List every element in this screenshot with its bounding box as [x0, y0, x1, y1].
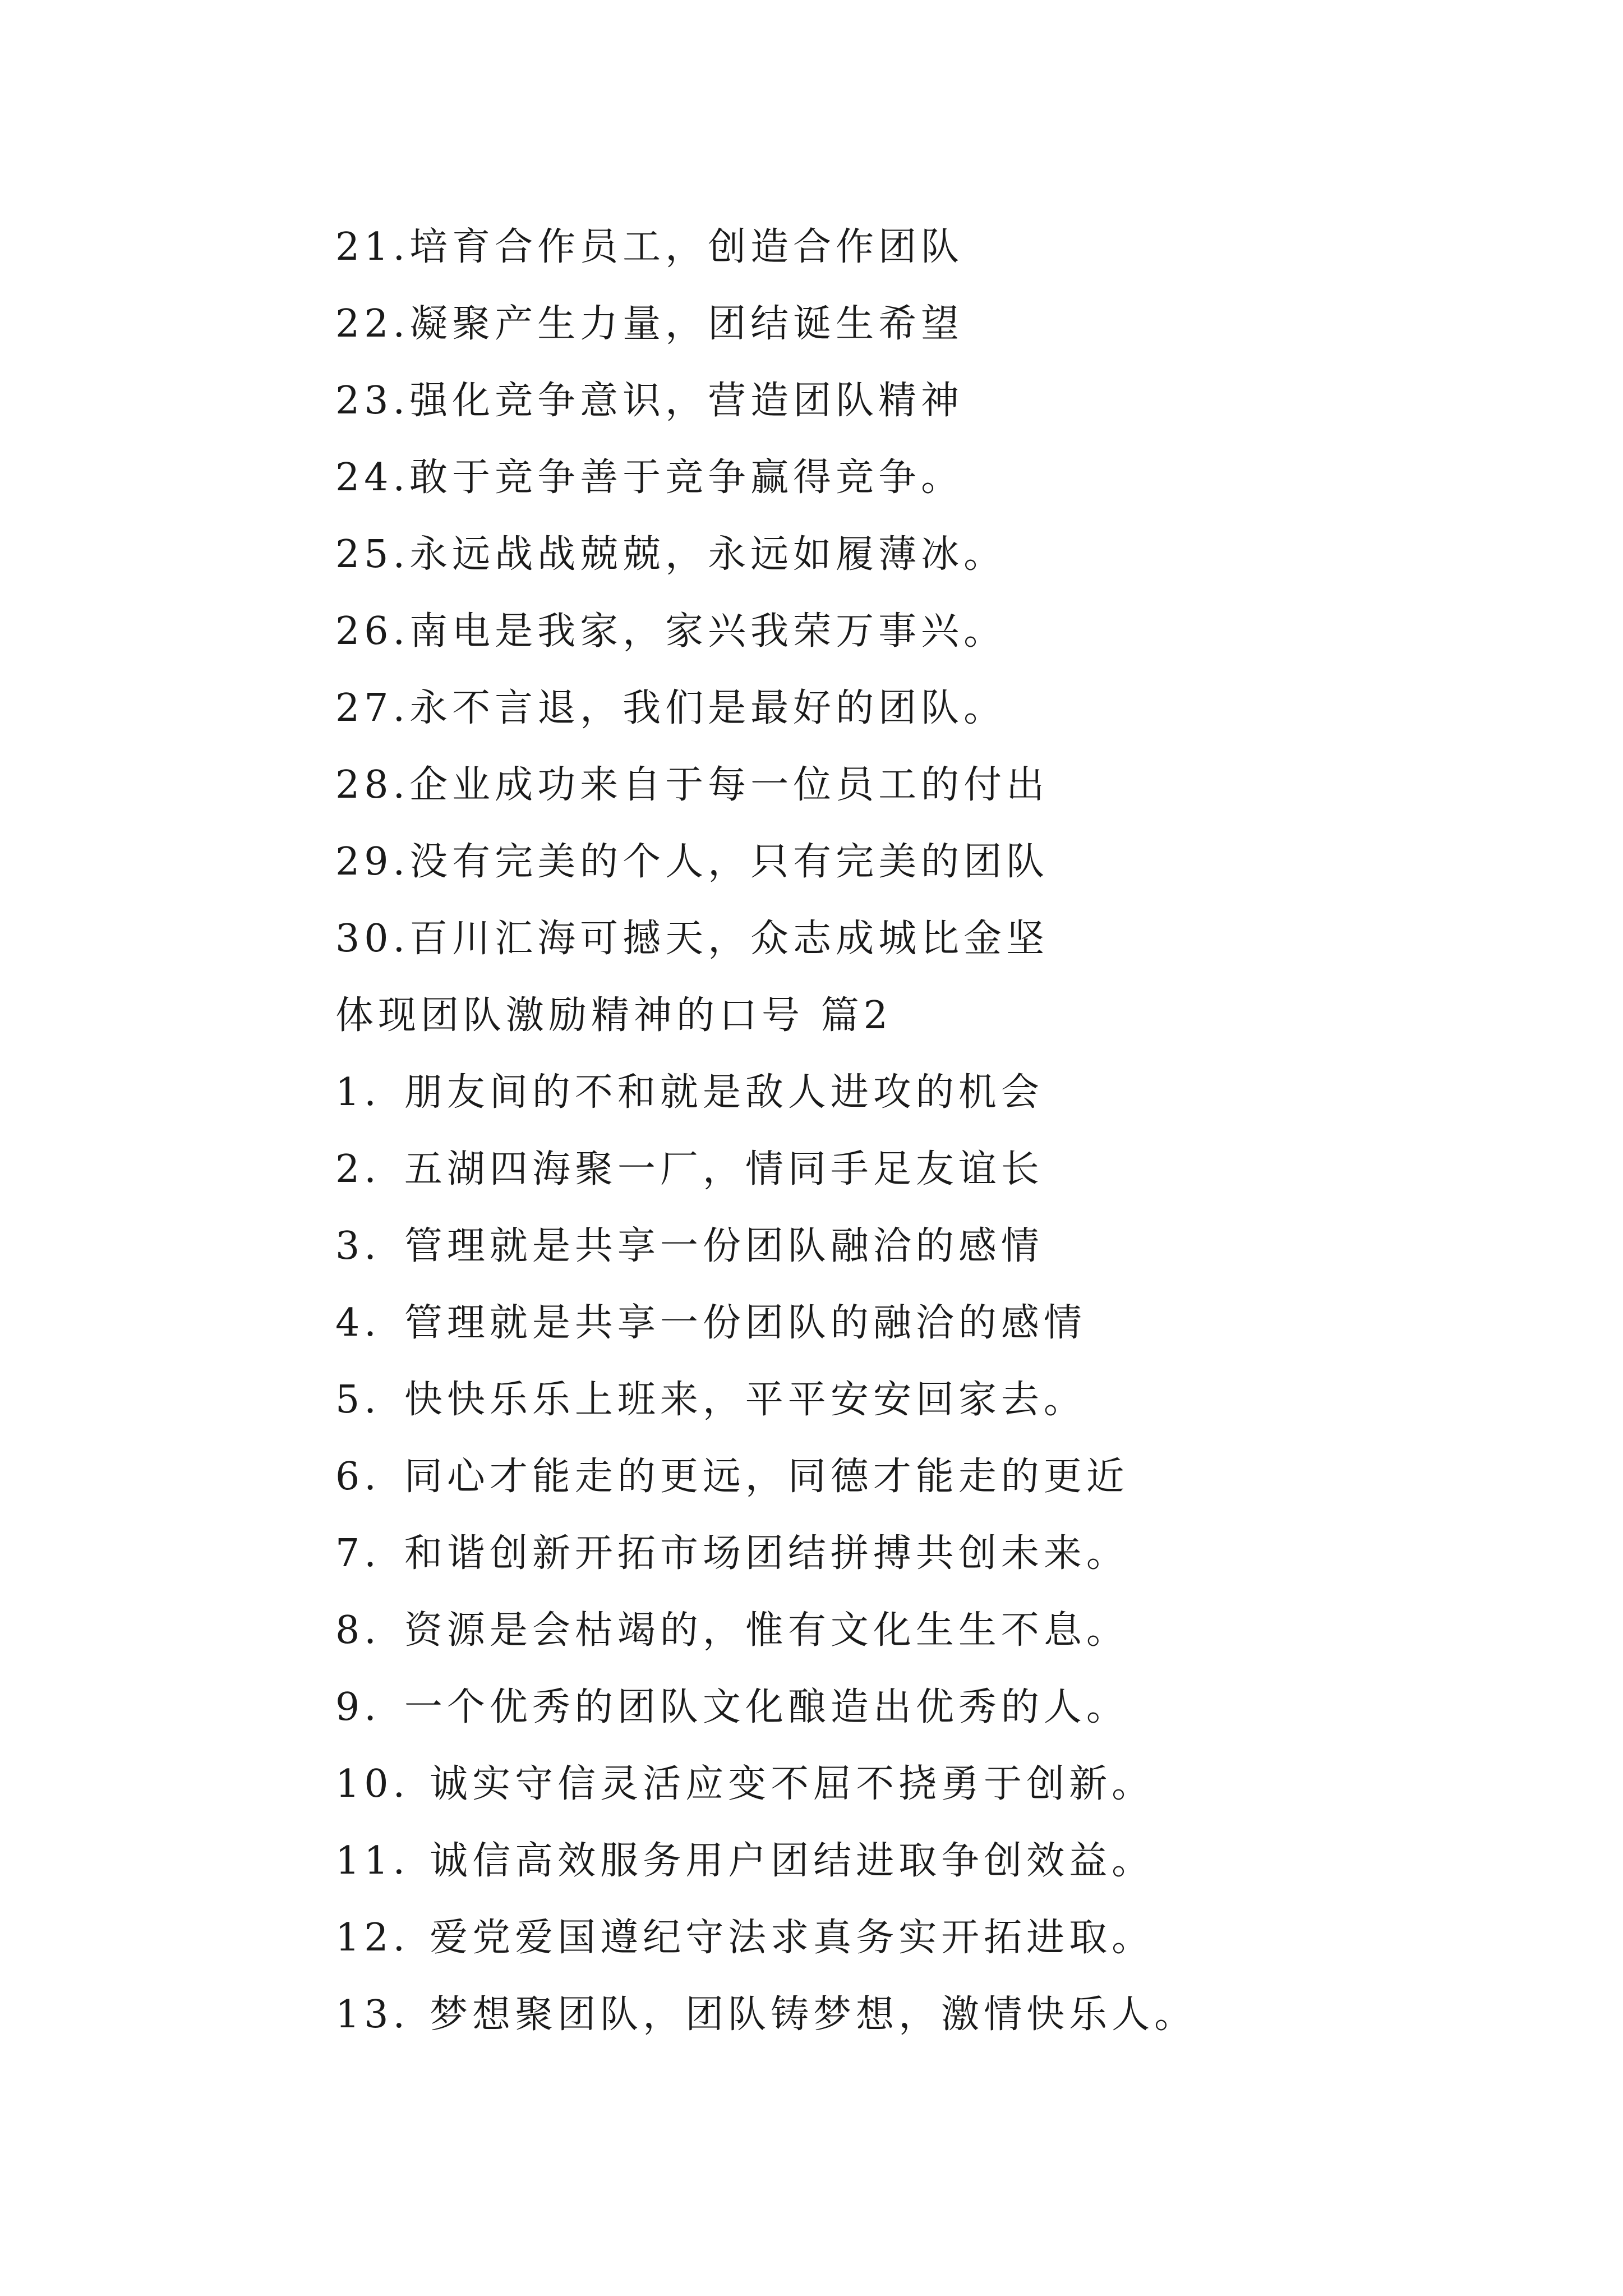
item-number: 3. [335, 1224, 381, 1268]
list-item [335, 1823, 1513, 1899]
list-item [335, 1438, 1513, 1515]
list-item [335, 362, 1513, 439]
item-text: 永不言退，我们是最好的团队。 [409, 686, 1007, 730]
list-item [335, 1976, 1513, 2053]
item-text: 一个优秀的团队文化酿造出优秀的人。 [404, 1685, 1129, 1729]
item-text: 爱党爱国遵纪守法求真务实开拓进取。 [430, 1916, 1155, 1960]
item-number: 12. [335, 1916, 410, 1960]
section-heading: 体现团队激励精神的口号 篇2 [335, 993, 892, 1038]
list-item [335, 1054, 1513, 1131]
item-number: 9. [335, 1685, 381, 1729]
list-item [335, 747, 1513, 823]
list-item [335, 593, 1513, 670]
item-text: 敢于竞争善于竞争赢得竞争。 [409, 455, 964, 500]
item-text: 凝聚产生力量，团结诞生希望 [409, 302, 964, 346]
list-item [335, 1131, 1513, 1208]
item-text: 资源是会枯竭的，惟有文化生生不息。 [404, 1608, 1129, 1653]
item-number: 23. [335, 379, 410, 423]
item-number: 13. [335, 1993, 410, 2037]
item-number: 8. [335, 1608, 381, 1653]
item-number: 30. [335, 917, 410, 961]
item-number: 11. [335, 1839, 410, 1883]
item-text: 企业成功来自于每一位员工的付出 [409, 763, 1049, 807]
list-item [335, 823, 1513, 900]
item-number: 6. [335, 1455, 381, 1499]
list-item [335, 670, 1513, 747]
item-text: 五湖四海聚一厂，情同手足友谊长 [404, 1147, 1044, 1191]
item-number: 21. [335, 225, 410, 269]
item-number: 22. [335, 302, 410, 346]
item-text: 和谐创新开拓市场团结拼搏共创未来。 [404, 1531, 1129, 1576]
list-item [335, 1515, 1513, 1592]
item-text: 同心才能走的更远，同德才能走的更近 [404, 1455, 1129, 1499]
item-text: 诚信高效服务用户团结进取争创效益。 [430, 1839, 1155, 1883]
slogan-list [335, 209, 1513, 2053]
item-text: 南电是我家，家兴我荣万事兴。 [409, 609, 1007, 654]
list-item [335, 1899, 1513, 1976]
item-number: 7. [335, 1531, 381, 1576]
list-item [335, 1746, 1513, 1823]
list-item [335, 516, 1513, 593]
item-text: 梦想聚团队，团队铸梦想，激情快乐人。 [430, 1993, 1197, 2037]
list-item [335, 900, 1513, 977]
item-text: 没有完美的个人，只有完美的团队 [409, 840, 1049, 884]
item-number: 5. [335, 1378, 381, 1422]
item-number: 27. [335, 686, 410, 730]
item-number: 29. [335, 840, 410, 884]
list-item [335, 1669, 1513, 1746]
item-number: 2. [335, 1147, 381, 1191]
item-number: 1. [335, 1070, 381, 1115]
item-number: 26. [335, 609, 410, 654]
list-item [335, 439, 1513, 516]
item-number: 4. [335, 1301, 381, 1345]
list-item [335, 1592, 1513, 1669]
list-item [335, 209, 1513, 286]
list-item [335, 1285, 1513, 1361]
list-item [335, 1361, 1513, 1438]
item-text: 培育合作员工，创造合作团队 [409, 225, 964, 269]
item-text: 诚实守信灵活应变不屈不挠勇于创新。 [430, 1762, 1155, 1806]
item-text: 管理就是共享一份团队融洽的感情 [404, 1224, 1044, 1268]
item-number: 24. [335, 455, 410, 500]
item-text: 强化竞争意识，营造团队精神 [409, 379, 964, 423]
item-number: 10. [335, 1762, 410, 1806]
item-text: 永远战战兢兢，永远如履薄冰。 [409, 532, 1007, 577]
item-text: 快快乐乐上班来，平平安安回家去。 [404, 1378, 1086, 1422]
item-text: 百川汇海可撼天，众志成城比金坚 [409, 917, 1049, 961]
item-text: 朋友间的不和就是敌人进攻的机会 [404, 1070, 1044, 1115]
item-number: 25. [335, 532, 410, 577]
list-item [335, 286, 1513, 362]
item-text: 管理就是共享一份团队的融洽的感情 [404, 1301, 1086, 1345]
list-item [335, 1208, 1513, 1285]
item-number: 28. [335, 763, 410, 807]
